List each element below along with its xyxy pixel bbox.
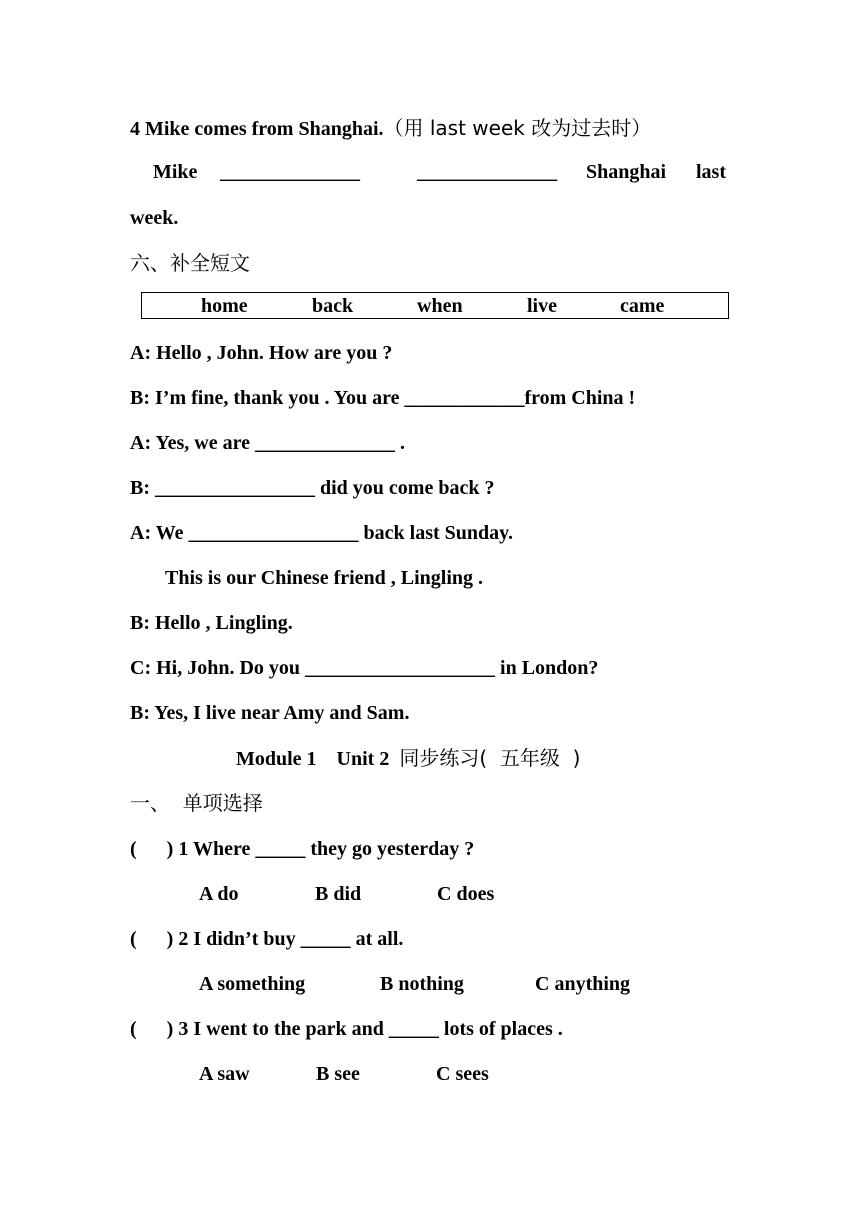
dialogue-line: B: I’m fine, thank you . You are ____________from China ! (130, 387, 636, 409)
word-bank-box (141, 292, 729, 319)
dialogue-line: B: Hello , Lingling. (130, 612, 293, 634)
dialogue-line: A: Yes, we are ______________ . (130, 432, 405, 454)
question-4-prompt-en: 4 Mike comes from Shanghai. (130, 118, 384, 140)
question-4-instruction: （用 last week 改为过去时） (383, 116, 652, 140)
option-c: C does (437, 883, 495, 905)
word-bank-item: live (527, 295, 557, 317)
option-b: B see (316, 1063, 360, 1085)
question-4-answer-line (0, 160, 860, 186)
dialogue-line: A: We _________________ back last Sunday. (130, 522, 514, 544)
dialogue-line: This is our Chinese friend , Lingling . (165, 567, 484, 589)
dialogue-line: C: Hi, John. Do you ___________________ in London? (130, 657, 599, 679)
option-a: A something (199, 973, 306, 995)
question-stem: ( ) 3 I went to the park and _____ lots of places . (130, 1018, 563, 1040)
answer-tail: last (696, 161, 726, 183)
option-c: C sees (436, 1063, 489, 1085)
option-b: B nothing (380, 973, 464, 995)
word-bank-item: when (417, 295, 463, 317)
word-bank-item: home (201, 295, 248, 317)
dialogue-line: A: Hello , John. How are you ? (130, 342, 393, 364)
module-title (236, 746, 580, 771)
dialogue-line: B: Yes, I live near Amy and Sam. (130, 702, 410, 724)
module-title-cn: 同步练习( 五年级 ) (399, 746, 581, 770)
dialogue-line: B: ________________ did you come back ? (130, 477, 495, 499)
module-title-en: Module 1 Unit 2 (236, 748, 400, 770)
word-bank-item: came (620, 295, 665, 317)
question-stem: ( ) 2 I didn’t buy _____ at all. (130, 928, 404, 950)
answer-tail-wrap: week. (130, 207, 179, 229)
word-bank-item: back (312, 295, 354, 317)
section-1-heading: 一、 单项选择 (130, 791, 263, 815)
answer-blank-2[interactable]: ______________ (417, 161, 557, 183)
option-a: A do (199, 883, 239, 905)
question-stem: ( ) 1 Where _____ they go yesterday ? (130, 838, 475, 860)
answer-subject: Mike (153, 161, 198, 183)
option-a: A saw (199, 1063, 250, 1085)
section-6-heading: 六、补全短文 (130, 251, 250, 275)
answer-place: Shanghai (586, 161, 667, 183)
answer-blank-1[interactable]: ______________ (220, 161, 360, 183)
option-b: B did (315, 883, 362, 905)
option-c: C anything (535, 973, 631, 995)
question-4-prompt (130, 116, 651, 141)
